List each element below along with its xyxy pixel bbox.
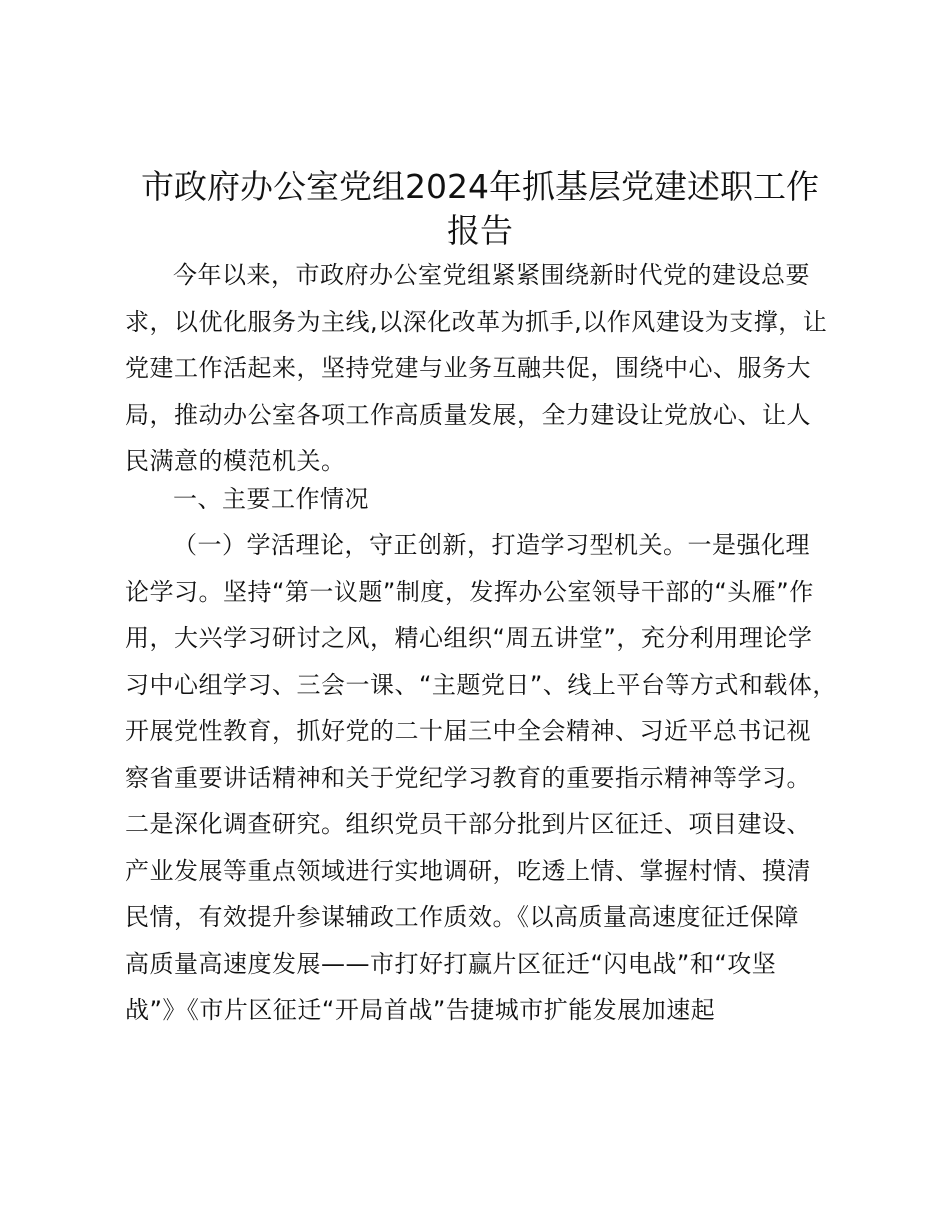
body-line: 党建工作活起来，坚持党建与业务互融共促，围绕中心、服务大 (125, 354, 811, 382)
body-line: （一）学活理论，守正创新，打造学习型机关。一是强化理 (173, 531, 810, 559)
body-line: 求，以优化服务为主线,以深化改革为抓手,以作风建设为支撑，让 (125, 308, 828, 336)
body-line: 今年以来，市政府办公室党组紧紧围绕新时代党的建设总要 (173, 261, 810, 289)
document-title (110, 165, 850, 253)
body-line: 开展党性教育，抓好党的二十届三中全会精神、习近平总书记视 (125, 717, 811, 745)
body-line: 习中心组学习、三会一课、“主题党日”、线上平台等方式和载体， (125, 671, 837, 699)
body-line: 二是深化调查研究。组织党员干部分批到片区征迁、项目建设、 (125, 810, 811, 838)
body-line: 用，大兴学习研讨之风，精心组织“周五讲堂”，充分利用理论学 (125, 624, 813, 652)
title-line-2: 报告 (447, 211, 513, 250)
body-line: 论学习。坚持“第一议题”制度，发挥办公室领导干部的“头雁”作 (125, 578, 814, 606)
section-heading: 一、主要工作情况 (173, 485, 369, 513)
body-line: 战”》《市片区征迁“开局首战”告捷城市扩能发展加速起 (125, 996, 716, 1024)
body-line: 产业发展等重点领域进行实地调研，吃透上情、掌握村情、摸清 (125, 857, 811, 885)
title-line-1: 市政府办公室党组2024年抓基层党建述职工作 (141, 167, 819, 206)
body-line: 高质量高速度发展——市打好打赢片区征迁“闪电战”和“攻坚 (125, 950, 777, 978)
body-line: 察省重要讲话精神和关于党纪学习教育的重要指示精神等学习。 (125, 764, 811, 792)
body-line: 民情，有效提升参谋辅政工作质效。《以高质量高速度征迁保障 (125, 903, 799, 931)
body-line: 民满意的模范机关。 (125, 447, 346, 475)
body-line: 局，推动办公室各项工作高质量发展，全力建设让党放心、让人 (125, 401, 811, 429)
